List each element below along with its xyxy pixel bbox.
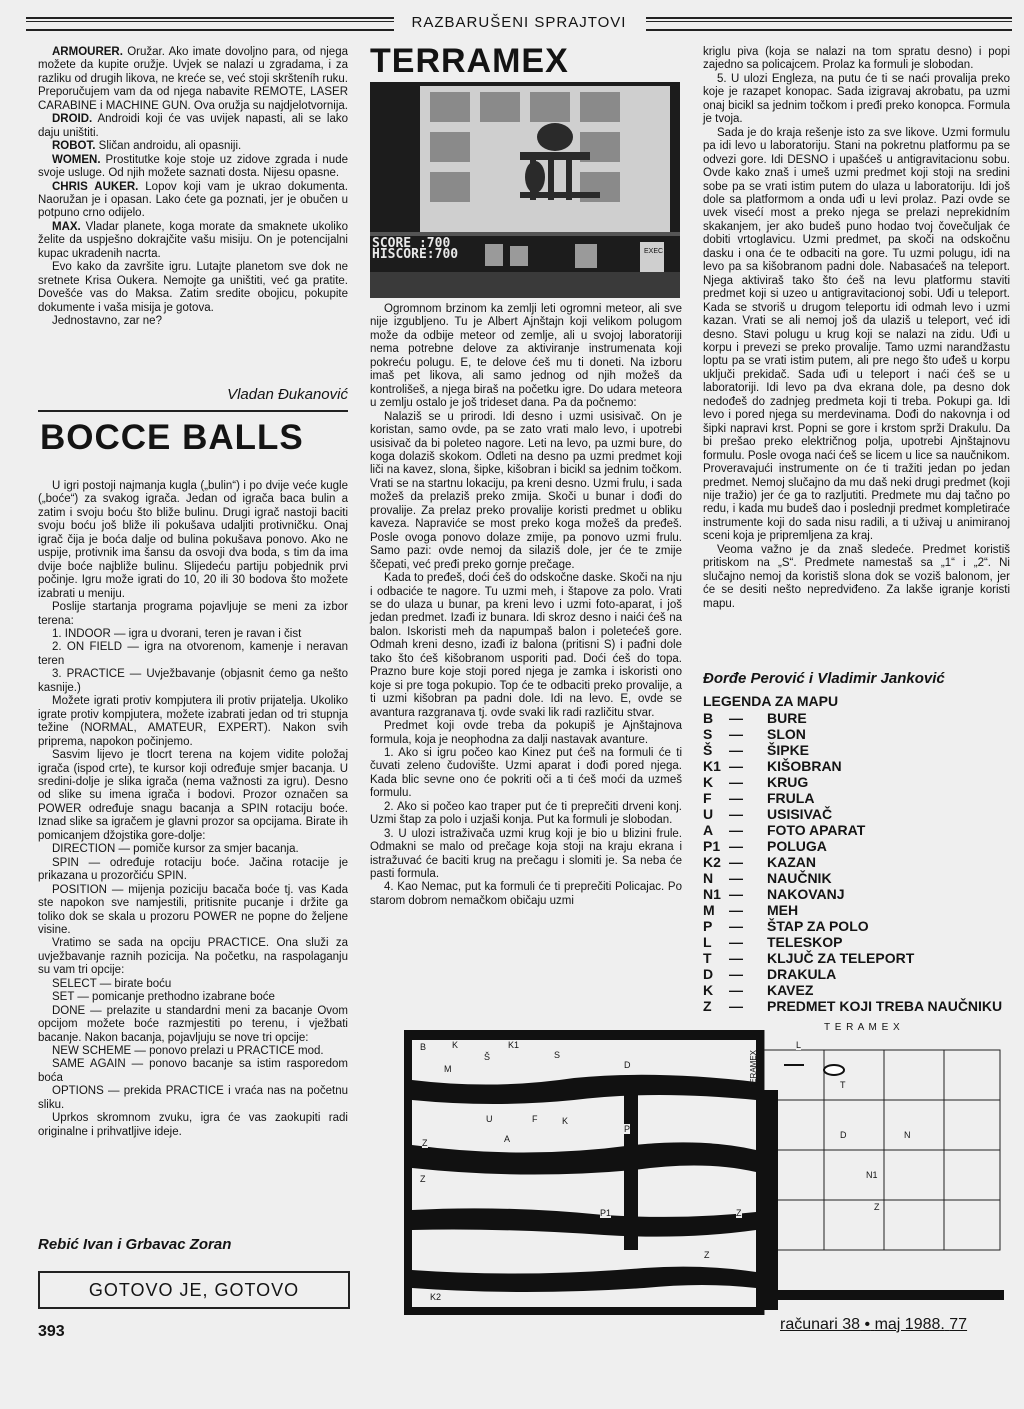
legend-desc: NAKOVANJ	[767, 886, 845, 902]
gotovo-box: GOTOVO JE, GOTOVO	[38, 1271, 350, 1309]
bocce-title: BOCCE BALLS	[40, 418, 304, 457]
map-label: T	[840, 1080, 846, 1090]
legend-dash: —	[729, 790, 743, 806]
terramex-paragraph: Veoma važno je da znaš sledeće. Predmet koristiš pritiskom na „S“. Predmete namestaš sa „1“ i „2“. Ni slučajno nemoj da koristiš slona dok se voziš balonom, jer će se desiti nešto nepredviđeno. Za lakše igranje koristi mapu.	[703, 543, 1010, 610]
map-label: L	[796, 1040, 802, 1050]
map-label: P1	[600, 1208, 612, 1218]
legend-key: F	[703, 790, 712, 806]
legend-desc: KAVEZ	[767, 982, 814, 998]
legend-key: K	[703, 982, 714, 998]
author-terramex: Đorđe Perović i Vladimir Janković	[703, 670, 945, 687]
legend-dash: —	[729, 838, 743, 854]
legend-row	[703, 838, 1023, 854]
legend-dash: —	[729, 934, 743, 950]
legend-desc: POLUGA	[767, 838, 827, 854]
legend-row	[703, 886, 1023, 902]
terramex-paragraph: 3. U ulozi istraživača uzmi krug koji je bio u blizini frule. Odmakni se malo od prečage koja stoji na kraju ekrana i istražuvać će baciti krug na prečagu i slomiti je. Sa neba će pasti formula.	[370, 827, 682, 881]
screenshot-art	[370, 82, 680, 298]
legend-key: S	[703, 726, 713, 742]
map-label: Z	[736, 1208, 742, 1218]
footer-date: maj 1988.	[874, 1316, 945, 1333]
character-paragraph	[38, 181, 348, 221]
character-text: Oružar. Ako imate dovoljno para, od njega možete da kupite oružje. Uvjek se nalazi u zgradama, i za razliku od drugih likova, ne kreće se, već stoji skršteníh ruku. Preporučujem vam da od njega nabavite REMOTE, LASER CARABINE i MACHINE GUN. Ova oružja su najdjelotvornija.	[38, 46, 348, 112]
map-label: Z	[704, 1250, 710, 1260]
legend-key: K	[703, 774, 714, 790]
character-term: ARMOURER.	[52, 46, 123, 58]
score-label: SCORE	[372, 236, 412, 251]
legend-row	[703, 918, 1023, 934]
bocce-paragraph: SPIN — određuje rotaciju boće. Jačina rotacije je prikazana u prozorčiću SPIN.	[38, 856, 348, 883]
map-label: K1	[508, 1040, 520, 1050]
legend-desc: NAUČNIK	[767, 870, 832, 886]
bocce-paragraph: Možete igrati protiv kompjutera ili protiv prijatelja. Ukoliko igrate protiv kompjutera, možete izabrati jedan od tri stupnja težine (NORMAL, AMATEUR, EXPERT). Nakon svih priprema, napokon počinjemo.	[38, 695, 348, 748]
legend-key: P1	[703, 838, 721, 854]
author-left-top: Vladan Đukanović	[227, 386, 348, 403]
legend-dash: —	[729, 822, 743, 838]
legend-key: K2	[703, 854, 721, 870]
legend-key: D	[703, 966, 714, 982]
terramex-paragraph: 5. U ulozi Engleza, na putu će ti se naći provalija preko koje je razapet konopac. Sada izigravaj akrobatu, pa uzmi onaj bicikl sa jednim točkom i pređi preko konopca. Formula je tvoja.	[703, 72, 1010, 126]
legend-dash: —	[729, 726, 743, 742]
character-paragraph	[38, 221, 348, 261]
legend-dash: —	[729, 886, 743, 902]
bocce-paragraph: SAME AGAIN — ponovo bacanje sa istim rasporedom boća	[38, 1058, 348, 1084]
map-caption: T E R A M E X	[824, 1022, 901, 1033]
legend-dash: —	[729, 854, 743, 870]
footer	[780, 1316, 1020, 1334]
legend-row	[703, 966, 1023, 982]
legend-desc: KAZAN	[767, 854, 816, 870]
map-label: Š	[484, 1052, 491, 1062]
map-label: U	[486, 1114, 493, 1124]
legend-key: A	[703, 822, 714, 838]
terramex-paragraph: Ogromnom brzinom ka zemlji leti ogromni meteor, ali sve nije izgubljeno. Tu je Albert Ajnštajn koji velikom polugom može da odbije meteor od zemlje, ali u svojoj laboratoriji nema potrebne delove za aktiviranje instrumenata koji pokreću polugu. E, te delove ćeš mu ti doneti. Na izboru imaš pet likova, ali samo jednog od njih možeš da kontrolišeš, a njega biraš na početku igre. Do udara meteora u zemlju ostalo je još trideset dana. Pa da počnemo:	[370, 303, 682, 410]
map-legend	[703, 693, 1023, 1014]
map-label: Z	[420, 1174, 426, 1184]
character-paragraph	[38, 140, 348, 153]
character-text: Sličan androidu, ali opasniji.	[95, 140, 242, 153]
map-label: F	[532, 1114, 538, 1124]
legend-desc: KRUG	[767, 774, 809, 790]
terramex-article	[370, 303, 682, 908]
legend-row	[703, 726, 1023, 742]
map-label: A	[504, 1134, 511, 1144]
terramex-paragraph: 4. Kao Nemac, put ka formuli će ti preprečiti Policajac. Po starom dobrom nemačkom običaju uzmi	[370, 881, 682, 907]
legend-key: U	[703, 806, 714, 822]
terramex-paragraph: 2. Ako si počeo kao traper put će ti preprečiti drveni konj. Uzmi štap za polo i uzjaši konja. Put ka formuli je slobodan.	[370, 800, 682, 827]
map-label: D	[840, 1130, 847, 1140]
legend-key: L	[703, 934, 712, 950]
legend-key: P	[703, 918, 713, 934]
legend-row	[703, 742, 1023, 758]
bocce-paragraph: SET — pomicanje prethodno izabrane boće	[52, 991, 275, 1004]
section-header	[26, 13, 1012, 33]
legend-dash: —	[729, 742, 743, 758]
divider	[38, 410, 348, 412]
legend-key: B	[703, 710, 714, 726]
character-term: CHRIS AUKER.	[52, 180, 139, 193]
legend-row	[703, 854, 1023, 870]
legend-key: M	[703, 902, 715, 918]
legend-desc: ŠTAP ZA POLO	[767, 918, 869, 934]
terramex-paragraph: Kada to pređeš, doći ćeš do odskočne daske. Skoči na nju i odbaciće te nagore. Tu uzmi meh, i štapove za polo. Vrati se do ulaza u bunar, pa kreni levo i uzmi foto-aparat, i još jedan predmet. Izađi iz bunara. Idi skroz desno i naići ćeš na balon. Iskoristi meh da napumpaš balon i poletećeš gore. Odmah kreni desno, izađi iz balona (pritisni S) i pađni dole tako što ćeš kišobranom usporiti pad. Doći ćeš do topa. Prazno bure koje stoji pored njega je zamka i iskoristi ono koje si pre toga pokupio. Top će te odbaciti preko provalije, a ti uzmi kišobran pa padni dole. Idi na levo. E, ovde se avantura razgranava tj. ovde svaki lik radi različitu stvar.	[370, 572, 682, 719]
terramex-paragraph: Nalaziš se u prirodi. Idi desno i uzmi usisivač. On je koristan, samo ovde, pa se zato vrati malo levo, i upotrebi usisivač da bi poleteo nagore. Leti na levo, pa uzmi bure, do koga dolaziš skokom. Odleti na desno pa uzmi predmet koji liči na kavez, slona, šipke, kišobran i bicikl sa jednim točkom. Vrati se na startnu lokaciju, pa kreni desno. Uzmi frulu, i sada možeš da prelaziš preko zmija. Skoči u bunar i dođi do provalije. Za prelaz preko provalije koristi predmet u obliku kaveza. Napraviće se most preko koga možeš da pređeš. Posle ovoga ponovo dolaze zmije, pa ponovo uzmi frulu. Samo pazi: ovde nemoj da silaziš dole, jer će te zmije ščepati, već pređi preko gornje prečage.	[370, 410, 682, 571]
legend-dash: —	[729, 966, 743, 982]
armourer-section	[38, 46, 348, 329]
legend-desc: FRULA	[767, 790, 815, 806]
terramex-paragraph: 1. Ako si igru počeo kao Kinez put ćeš na formuli će ti čuvati zeleno čudovište. Uzmi aparat i dođi pored njega. Kada blic sevne ono će pokriti oči a ti ćeš moći da uzmeš formulu.	[370, 746, 682, 800]
map-label: Z	[874, 1202, 880, 1212]
section-title: RAZBARUŠENI SPRAJTOVI	[411, 14, 627, 31]
character-text: Androidi koji će vas uvijek napasti, ali se lako daju uništiti.	[38, 113, 348, 139]
legend-row	[703, 758, 1023, 774]
hiscore-value: :700	[426, 247, 459, 262]
terramex-paragraph: Predmet koji ovde treba da pokupiš je Ajnštajnova formula, koja je neophodna za dalji nastavak avanture.	[370, 720, 682, 746]
legend-row	[703, 870, 1023, 886]
character-paragraph	[38, 113, 348, 140]
map-label: Z	[422, 1138, 428, 1148]
score-value: :700	[418, 236, 451, 251]
legend-row	[703, 710, 1023, 726]
legend-desc: SLON	[767, 726, 806, 742]
hiscore-label: HISCORE	[372, 247, 427, 262]
legend-desc: MEH	[767, 902, 799, 918]
bocce-paragraph: 2. ON FIELD — igra na otvorenom, kamenje i neravan teren	[38, 641, 348, 667]
character-term: WOMEN.	[52, 153, 101, 166]
map-label: K	[452, 1040, 459, 1050]
game-map	[404, 1030, 1004, 1315]
map-label: N	[904, 1130, 911, 1140]
map-label: N1	[866, 1170, 878, 1180]
character-paragraph	[38, 315, 348, 328]
page-number-left: 393	[38, 1323, 65, 1340]
map-label: M	[444, 1064, 452, 1074]
terramex-article-continued	[703, 46, 1010, 611]
legend-row	[703, 950, 1023, 966]
bocce-paragraph: 3. PRACTICE — Uvježbavanje (objasnit ćemo ga nešto kasnije.)	[38, 668, 348, 694]
map-label: P	[624, 1124, 631, 1134]
legend-title: LEGENDA ZA MAPU	[703, 693, 839, 709]
legend-dash: —	[729, 950, 743, 966]
bocce-paragraph: Uprkos skromnom zvuku, igra će vas zaokupiti radi originalne i prihvatljive ideje.	[38, 1112, 348, 1138]
legend-dash: —	[729, 710, 743, 726]
legend-dash: —	[729, 902, 743, 918]
exec-sign: EXEC	[644, 248, 664, 255]
bocce-paragraph: OPTIONS — prekida PRACTICE i vraća nas na početnu sliku.	[38, 1085, 348, 1111]
legend-row	[703, 982, 1023, 998]
character-text: Jednostavno, zar ne?	[52, 315, 162, 328]
character-term: DROID.	[52, 113, 93, 126]
legend-row	[703, 774, 1023, 790]
legend-dash: —	[729, 982, 743, 998]
bocce-paragraph: SELECT — birate boću	[52, 977, 172, 990]
legend-desc: KLJUČ ZA TELEPORT	[767, 950, 915, 966]
character-paragraph	[38, 154, 348, 181]
bocce-paragraph: 1. INDOOR — igra u dvorani, teren je ravan i čist	[52, 627, 302, 640]
character-text: Evo kako da završite igru. Lutajte planetom sve dok ne sretnete Krisa Oukera. Nemojte ga uništiti, već ga pratite. Dovešće vas do Maksa. Zatim sredite obojicu, pokupite dokumente i vaša misija je gotova.	[38, 261, 348, 314]
footer-magazine: računari 38	[780, 1316, 861, 1333]
bocce-paragraph: Vratimo se sada na opciju PRACTICE. Ona služi za uvježbavanje raznih pozicija. Na početku, na raspolaganju su vam tri opcije:	[38, 937, 348, 977]
map-label: K2	[430, 1292, 442, 1302]
character-text: Lopov koji vam je ukrao dokumenta. Naoružan je i opasan. Lako ćete ga poznati, jer je obučen u potpuno crno odijelo.	[38, 180, 348, 220]
terramex-paragraph: kriglu piva (koja se nalazi na tom spratu desno) i popi zajedno sa policajcem. Prolaz ka formuli je slobodan.	[703, 46, 1010, 72]
legend-desc: ŠIPKE	[767, 742, 810, 758]
terramex-paragraph: Sada je do kraja rešenje isto za sve likove. Uzmi formulu pa idi levo u laboratoriju. Stani na pokretnu platformu pa se odvezi gore. Idi DESNO i upašćeš u antigravitacionu sobu. Ovde kako znaš i umeš uzmi predmet koji stoji na sredini sobe pa se vrati istim putem do ulaza u laboratoriju. Idi još dole sa platformom a onda uđi u levi prolaz. Pazi ovde se uvek visećí most a preko njega se prelazi neprekidním skakanjem, jer ako budeš puno hodao tvoj čovečuljak će dobiti vrtoglavicu. Uzmi predmet, pa skoči na odskočnu dasku i ona će te odbaciti na gore. Tu uzmi polugu, idi na levo pa sa kišobranom padni dole. Nabasaćeš na teleport. Njega aktiviraš tako što ćeš na levu platformu staviti predmet koji si uzeo u antigravitacionoj sobi. Uđi u teleport. Kada se stvoriš u drugom teleportu idi odmah levo i uzmi kazan. Vrati se ali nemoj još da ulaziš u teleport, već idi desno. Stavi polugu u krug koji se nalazi na zidu. Uđi u korpu i prevezi se preko provalije. Tamo uzmi narandžastu loptu pa se vrati istim putem, ali pre nego što uđeš u korpu uključi prekidač. Sada uđi u teleport i naći ćeš se u laboratoriji. Idi levo pa dva ekrana dole, pa desno dok nedođeš do zadnjeg predmeta koji ti treba. Pokupi ga. Idi levo i pored njega su merdevinama. Dođi do nakovnja i od šipki napravi krst. Popni se gore i krstom sprži Drakulu. Da bi prešao preko električnog polja, upotrebi Ajnštajnovu formulu. Posle ovoga naći ćeš se licem u lice sa naučnikom. Proveravajući instrumente on će ti tražiti jedan po jedan predmet. Nemoj slučajno da mu daš neki drugi predmet (koji nije tražio) jer će ga to razljutiti. Predmete mu daj tačno po redu, i kada mu budeš dao i poslednji predmet kompletiraće instrumente koji do sada nisu radili, a ti uživaj u animiranoj sceni koja je pripremljena za kraj.	[703, 126, 1010, 543]
legend-dash: —	[729, 758, 743, 774]
legend-desc: PREDMET KOJI TREBA NAUČNIKU	[767, 998, 1003, 1014]
header-rule-right	[646, 17, 1012, 31]
legend-desc: TELESKOP	[767, 934, 843, 950]
terramex-title: TERRAMEX	[370, 42, 569, 80]
legend-row	[703, 934, 1023, 950]
legend-key: K1	[703, 758, 721, 774]
map-label: K	[562, 1116, 569, 1126]
character-paragraph	[38, 261, 348, 315]
legend-row	[703, 998, 1023, 1014]
bocce-paragraph: Sasvim lijevo je tlocrt terena na kojem vidite položaj igrača (ispod crte), te kursor koji određuje smjer bacanja. U sredini-dolje je slika igrača (nema važnosti za igru). Desno od slike su imena igrača i bodovi. Prozor označen sa POWER određuje snagu bacanja a SPIN rotaciju boće. Iznad slike sa igračem je glavni prozor sa opcijama. Birate ih pomicanjem džojstika gore-dolje:	[38, 749, 348, 842]
legend-dash: —	[729, 870, 743, 886]
bocce-paragraph: POSITION — mijenja poziciju bacača boće tj. vas Kada ste napokon sve namjestili, pritisnite pucanje i držite ga toliko dok se skala u prozoru POWER ne popne do željene visine.	[38, 883, 348, 936]
legend-key: Z	[703, 998, 712, 1014]
bocce-paragraph: DIRECTION — pomiče kursor za smjer bacanja.	[52, 843, 299, 856]
legend-row	[703, 822, 1023, 838]
legend-desc: FOTO APARAT	[767, 822, 866, 838]
bocce-paragraph: NEW SCHEME — ponovo prelazi u PRACTICE mod.	[52, 1045, 324, 1058]
map-label: D	[624, 1060, 631, 1070]
legend-dash: —	[729, 998, 743, 1014]
header-rule-left	[26, 17, 394, 31]
legend-row	[703, 790, 1023, 806]
map-svg	[404, 1030, 1004, 1315]
bocce-article	[38, 480, 348, 1139]
footer-bullet: •	[864, 1316, 871, 1333]
legend-key: Š	[703, 742, 713, 758]
bocce-paragraph: DONE — prelazite u standardni meni za bacanje Ovom opcijom možete boće razmjestiti po terenu, i vježbati bacanje. Nakon bacanja, pojavljuju se nove tri opcije:	[38, 1004, 348, 1044]
bocce-paragraph: U igri postoji najmanja kugla („bulin“) i po dvije veće kugle („boće“) za svakog igrača. Jedan od igrača baca bulin a zatim i svoju boću što bliže bulinu. Drugi igrač nastoji baciti svoju boću još bliže ili pokušava udaljiti protivničku. Onaj igrač čija je boća dalje od bulina pokušava ponovo. Ako ne uspije, protivnik ima šansu da osvoji dva boda, s tim da ima dvije boće najbliže bulinu. Slijedeću partiju pobjednik prvi počinje. Igru može igrati do 10, 20 ili 30 bodova što možete izabrati u meniju.	[38, 480, 348, 600]
legend-dash: —	[729, 918, 743, 934]
legend-desc: BURE	[767, 710, 807, 726]
map-label: S	[554, 1050, 561, 1060]
legend-desc: USISIVAČ	[767, 806, 833, 822]
legend-key: N1	[703, 886, 721, 902]
game-screenshot	[370, 82, 680, 298]
character-term: MAX.	[52, 220, 81, 233]
legend-key: T	[703, 950, 712, 966]
character-paragraph	[38, 46, 348, 113]
legend-dash: —	[729, 806, 743, 822]
map-side-label: TERAMEX	[749, 1050, 758, 1089]
legend-row	[703, 902, 1023, 918]
map-label: B	[420, 1042, 427, 1052]
character-text: Prostitutke koje stoje uz zidove zgrada i nude svoje usluge. Od njih možete saznati dosta. Nijesu opasne.	[38, 153, 348, 180]
character-text: Vladar planete, koga morate da smaknete ukoliko želite da uspješno dokrajčite vašu misiju. On je potencijalni kupac ukradenih nacrta.	[38, 220, 348, 260]
character-term: ROBOT.	[52, 140, 96, 153]
legend-desc: KIŠOBRAN	[767, 758, 842, 774]
legend-row	[703, 806, 1023, 822]
bocce-paragraph: Poslije startanja programa pojavljuje se meni za izbor terena:	[38, 601, 348, 627]
legend-desc: DRAKULA	[767, 966, 837, 982]
legend-key: N	[703, 870, 714, 886]
legend-dash: —	[729, 774, 743, 790]
footer-page: 77	[949, 1316, 968, 1333]
author-bocce: Rebić Ivan i Grbavac Zoran	[38, 1236, 232, 1253]
